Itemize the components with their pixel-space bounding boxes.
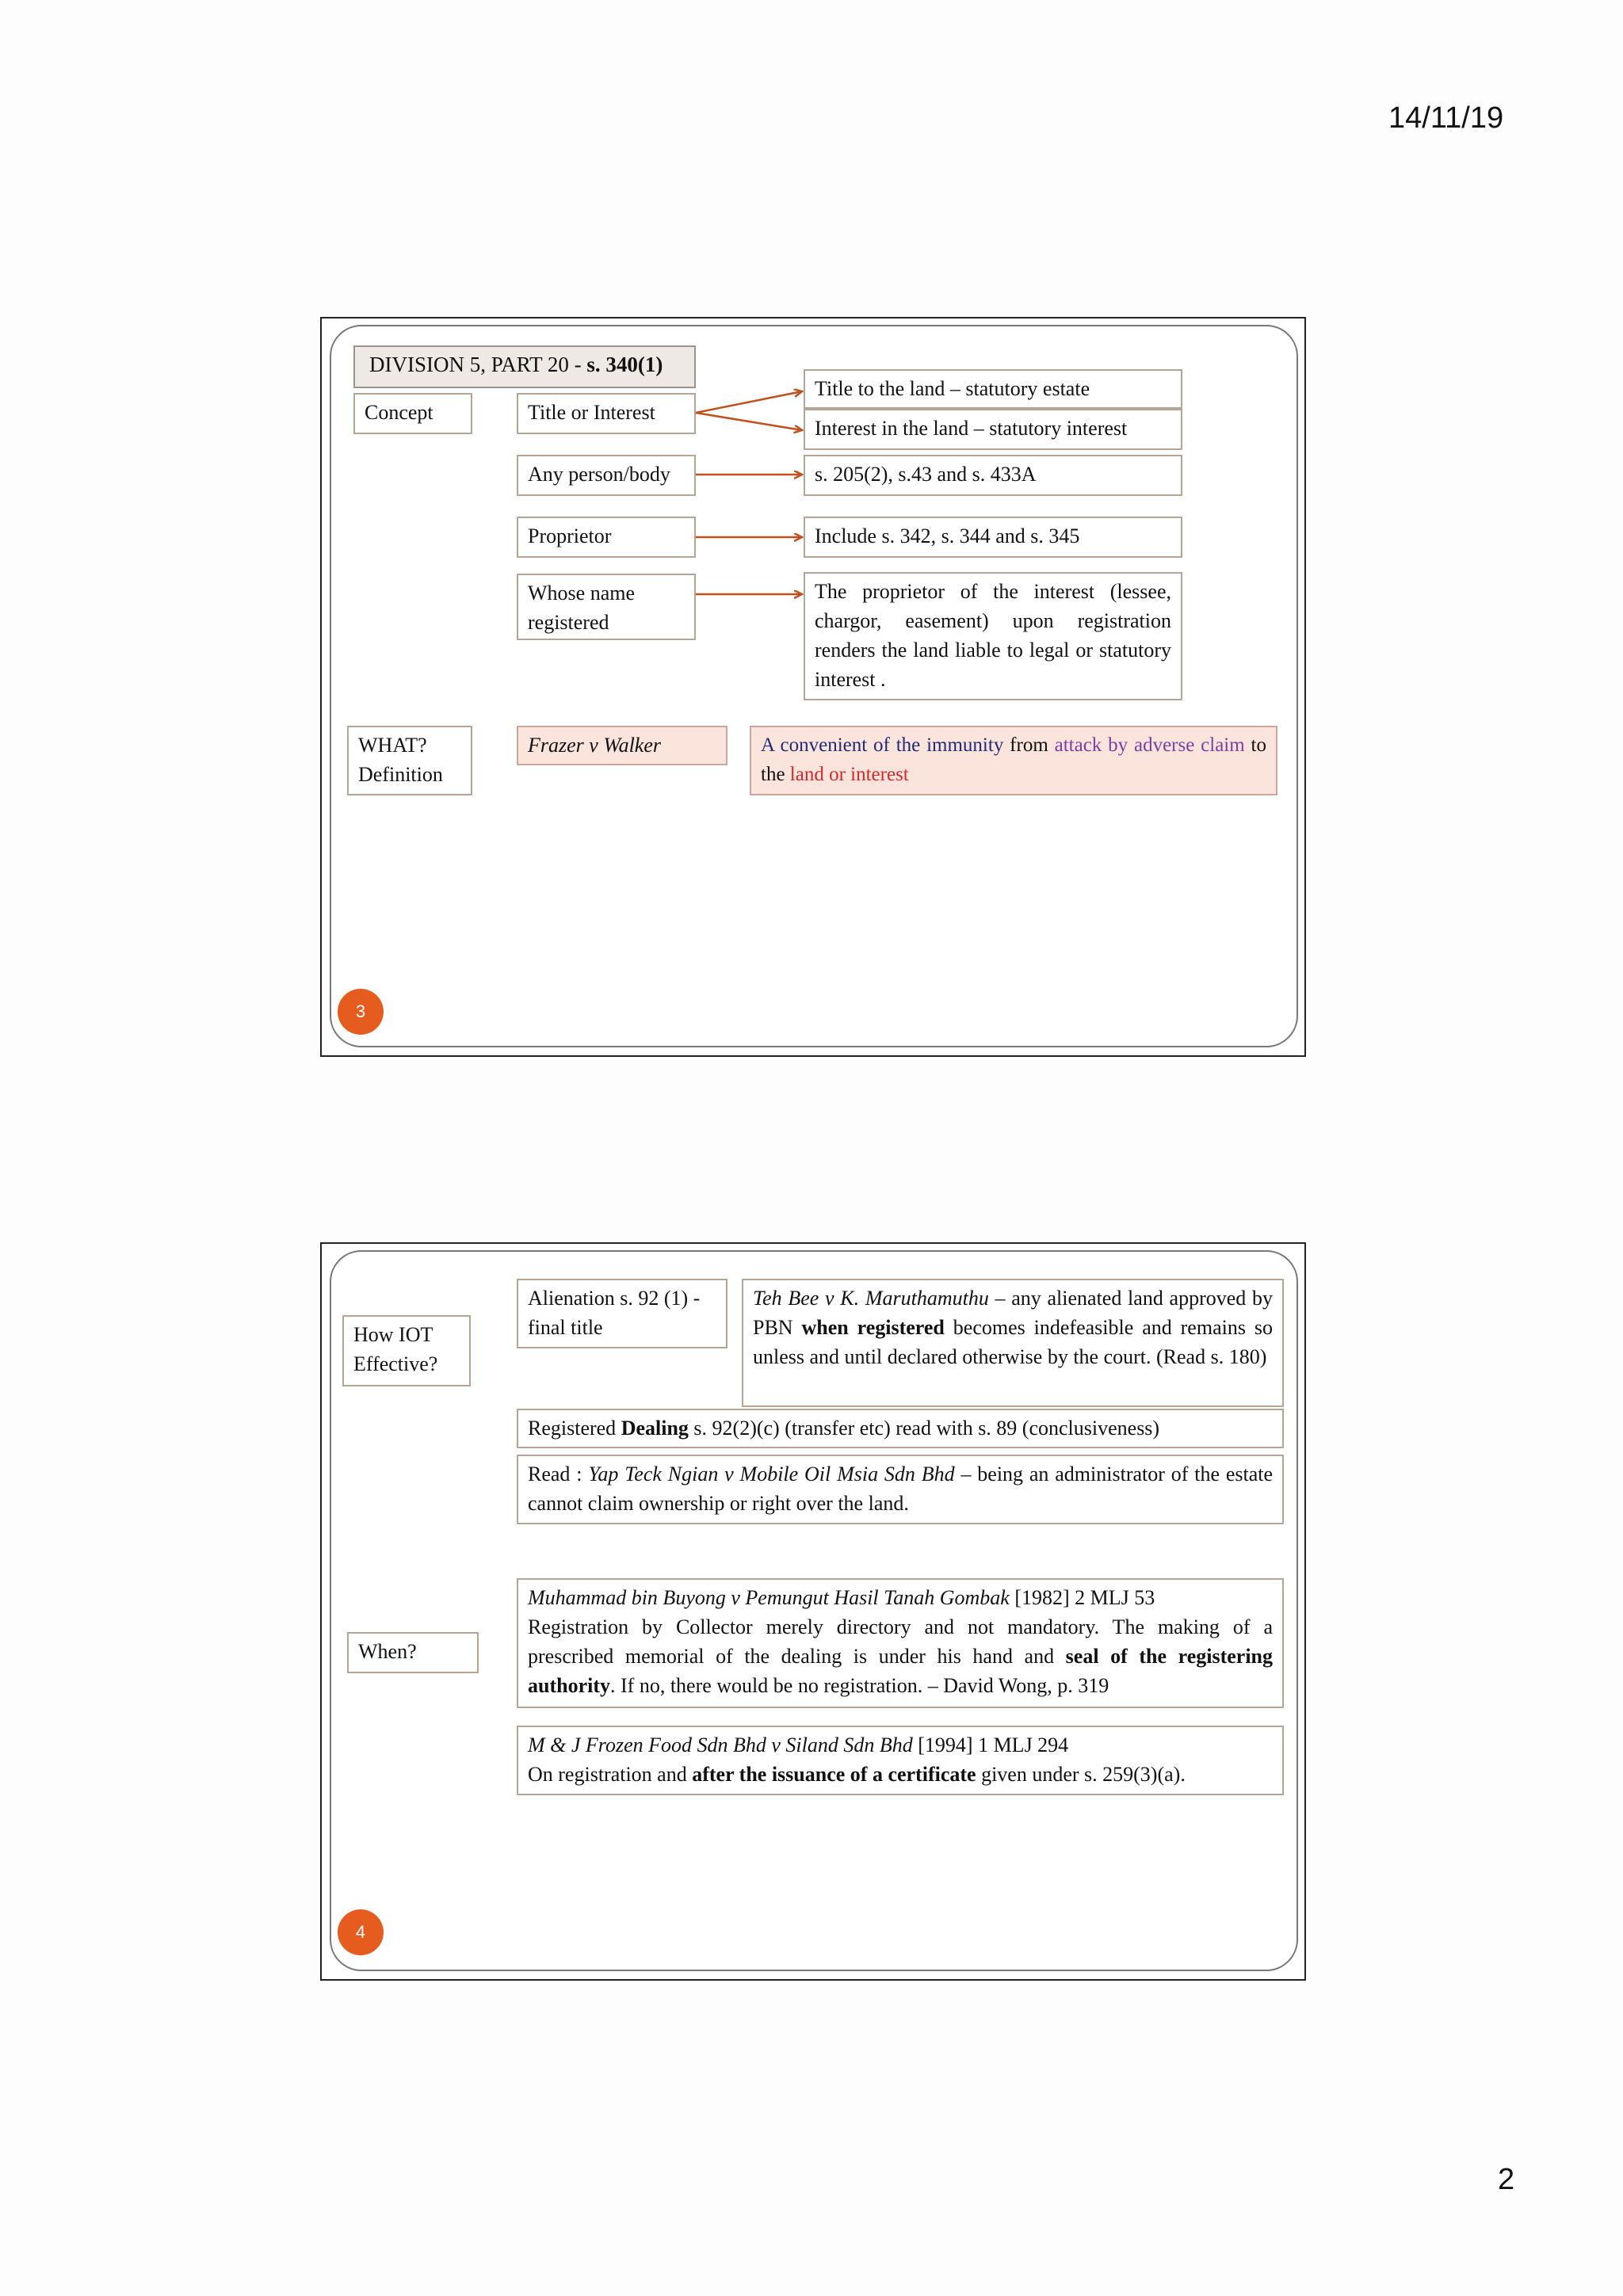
division-heading — [353, 345, 696, 388]
arrow-title-to-land — [696, 391, 802, 413]
title-or-interest-box: Title or Interest — [517, 393, 696, 434]
mj-frozen-bold: after the issuance of a certificate — [692, 1763, 976, 1786]
title-to-land-box: Title to the land – statutory estate — [804, 369, 1182, 409]
alienation-box: Alienation s. 92 (1) -final title — [517, 1279, 727, 1348]
definition-land-or-interest: land or interest — [789, 764, 909, 785]
what-definition-box: WHAT? Definition — [347, 726, 472, 795]
whose-name-box: Whose name registered — [517, 574, 696, 640]
yap-teck-case: Yap Teck Ngian v Mobile Oil Msia Sdn Bhd — [588, 1463, 955, 1486]
teh-bee-case: Teh Bee v K. Maruthamuthu — [753, 1287, 989, 1310]
registered-text-1: Registered — [528, 1417, 621, 1440]
muhammad-text-1: Registration by Collector merely directory and not mandatory. The making of a prescribed memorial of the dealing is under his hand and — [528, 1615, 1273, 1668]
registered-text-2: s. 92(2)(c) (transfer etc) read with s. 89 (conclusiveness) — [688, 1417, 1160, 1440]
mj-frozen-text-2: given under s. 259(3)(a). — [976, 1763, 1186, 1786]
concept-box: Concept — [353, 393, 472, 434]
read-label: Read : — [528, 1463, 589, 1486]
registered-dealing-box — [517, 1409, 1284, 1448]
interest-in-land-box: Interest in the land – statutory interest — [804, 409, 1182, 450]
division-heading-section: s. 340(1) — [586, 353, 663, 376]
how-iot-box: How IOT Effective? — [342, 1315, 471, 1386]
slide-3-number: 3 — [338, 989, 384, 1035]
muhammad-cite: [1982] 2 MLJ 53 — [1009, 1586, 1155, 1609]
page-date: 14/11/19 — [1388, 101, 1504, 135]
frazer-case-box — [517, 726, 727, 765]
frazer-case-name: Frazer v Walker — [528, 734, 662, 757]
mj-frozen-text-1: On registration and — [528, 1763, 693, 1786]
definition-text-1: A convenient of the — [761, 734, 927, 756]
definition-adverse-claim: attack by adverse claim — [1054, 734, 1245, 756]
teh-bee-box — [742, 1279, 1284, 1407]
page-number: 2 — [1498, 2163, 1515, 2196]
teh-bee-bold: when registered — [801, 1316, 945, 1339]
any-person-box: Any person/body — [517, 455, 696, 496]
whose-name-desc-box: The proprietor of the interest (lessee, chargor, easement) upon registration renders the land liable to legal or statutory interest . — [804, 572, 1182, 700]
mj-frozen-box — [517, 1726, 1284, 1795]
muhammad-bold: seal of the registering authority — [528, 1645, 1273, 1697]
definition-text-3: to the — [761, 734, 1266, 785]
registered-dealing-bold: Dealing — [621, 1417, 689, 1440]
yap-teck-text: – being an administrator of the estate cannot claim ownership or right over the land. — [528, 1463, 1274, 1515]
proprietor-ref-box: Include s. 342, s. 344 and s. 345 — [804, 517, 1182, 558]
arrow-interest-in-land — [696, 413, 802, 430]
any-person-ref-box: s. 205(2), s.43 and s. 433A — [804, 455, 1182, 496]
definition-text-2: from — [1003, 734, 1055, 756]
yap-teck-box — [517, 1455, 1284, 1524]
when-box: When? — [347, 1632, 479, 1673]
mj-frozen-case: M & J Frozen Food Sdn Bhd v Siland Sdn Bhd — [528, 1733, 913, 1756]
proprietor-box: Proprietor — [517, 517, 696, 558]
muhammad-case: Muhammad bin Buyong v Pemungut Hasil Tanah Gombak — [528, 1586, 1010, 1609]
teh-bee-text-2: becomes indefeasible and remains so unless and until declared otherwise by the court. (Read s. 180) — [753, 1316, 1273, 1368]
definition-immunity: immunity — [926, 734, 1004, 756]
muhammad-box — [517, 1578, 1284, 1708]
muhammad-text-2: . If no, there would be no registration. – David Wong, p. 319 — [610, 1674, 1109, 1697]
slide-4-number: 4 — [338, 1909, 384, 1955]
teh-bee-text-1: – any alienated land approved by PBN — [753, 1287, 1273, 1339]
mj-frozen-cite: [1994] 1 MLJ 294 — [912, 1733, 1069, 1756]
definition-box — [750, 726, 1277, 795]
division-heading-prefix: DIVISION 5, PART 20 - — [369, 353, 587, 376]
